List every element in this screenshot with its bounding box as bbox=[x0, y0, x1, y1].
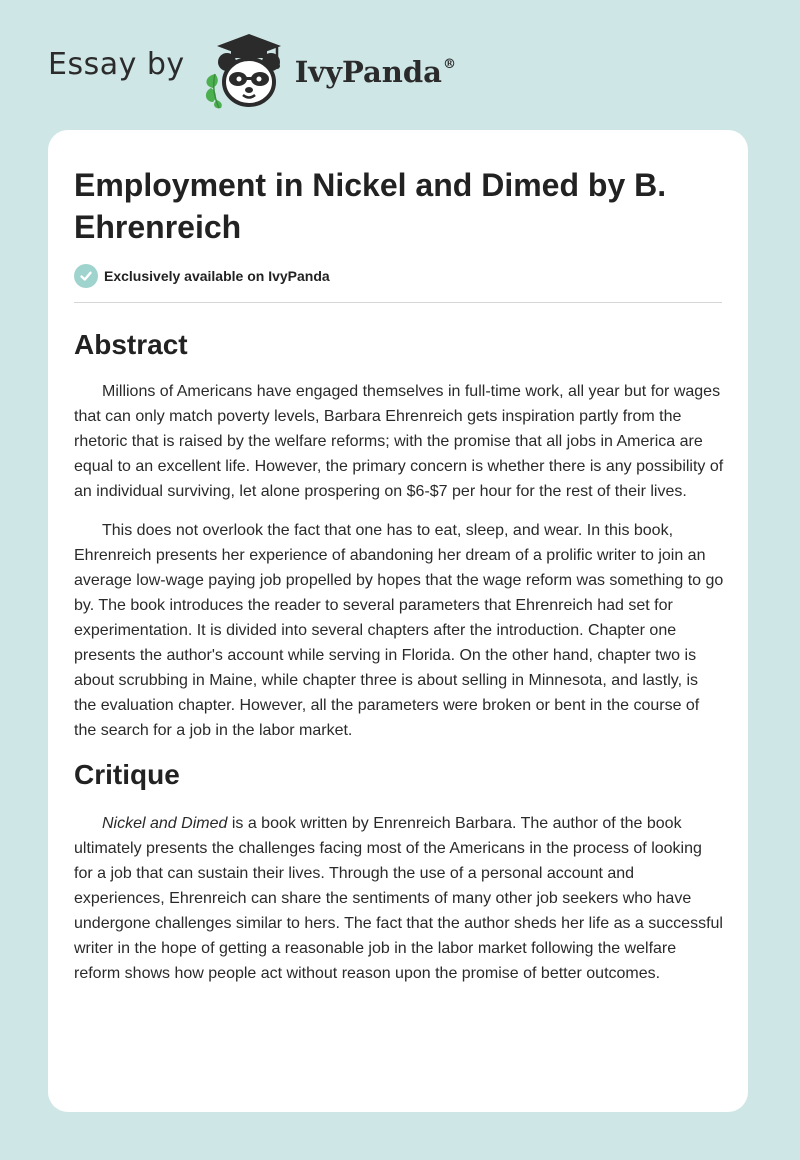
section-heading-abstract: Abstract bbox=[74, 329, 188, 360]
section-heading-critique: Critique bbox=[74, 759, 180, 790]
exclusive-badge-label: Exclusively available on IvyPanda bbox=[104, 268, 330, 284]
abstract-paragraph-2: This does not overlook the fact that one has to eat, sleep, and wear. In this book, Ehrenreich presents her experience of abandoning her dream of a prolific writer to join an average low-wage paying job propelled by hopes that the wage reform was something to go by. The book introduces the reader to several parameters that Ehrenreich had set for experimentation. It is divided into several chapters after the introduction. Chapter one presents the author's account while serving in Florida. On the other hand, chapter two is about scrubbing in Maine, while chapter three is about selling in Minnesota, and lastly, is the evaluation chapter. However, all the parameters were broken or bent in the course of the search for a job in the labor market. bbox=[74, 522, 724, 739]
critique-paragraph-text: is a book written by Enrenreich Barbara. The author of the book ultimately presents the challenges facing most of the Americans in the process of looking for a job that can sustain their lives. Through the use of a personal account and experiences, Ehrenreich can share the sentiments of many other job seekers who have undergone challenges similar to hers. The fact that the author sheds her life as a successful writer in the hope of getting a reasonable job in the labor market following the welfare reform shows how people act without reason upon the promise of better outcomes. bbox=[74, 815, 723, 982]
essay-card bbox=[48, 130, 748, 1112]
registered-mark: ® bbox=[442, 57, 456, 72]
essay-title: Employment in Nickel and Dimed by B. Ehrenreich bbox=[74, 167, 667, 245]
essay-by-label: Essay by bbox=[48, 46, 185, 82]
critique-paragraph-1 bbox=[74, 811, 724, 986]
abstract-paragraph-1: Millions of Americans have engaged themselves in full-time work, all year but for wages that can only match poverty levels, Barbara Ehrenreich gets inspiration partly from the rhetoric that is raised by the welfare reforms; with the promise that all jobs in America are equal to an excellent life. However, the primary concern is whether there is any possibility of an individual surviving, let alone prospering on $6-$7 per hour for the rest of their lives. bbox=[74, 383, 724, 500]
book-title-emphasis: Nickel and Dimed bbox=[102, 815, 228, 832]
ivypanda-panda-logo-icon bbox=[197, 30, 289, 110]
exclusive-badge bbox=[74, 264, 722, 303]
check-icon bbox=[74, 264, 98, 288]
site-header bbox=[48, 28, 468, 112]
ivypanda-brand-name: IvyPanda® bbox=[294, 55, 456, 89]
